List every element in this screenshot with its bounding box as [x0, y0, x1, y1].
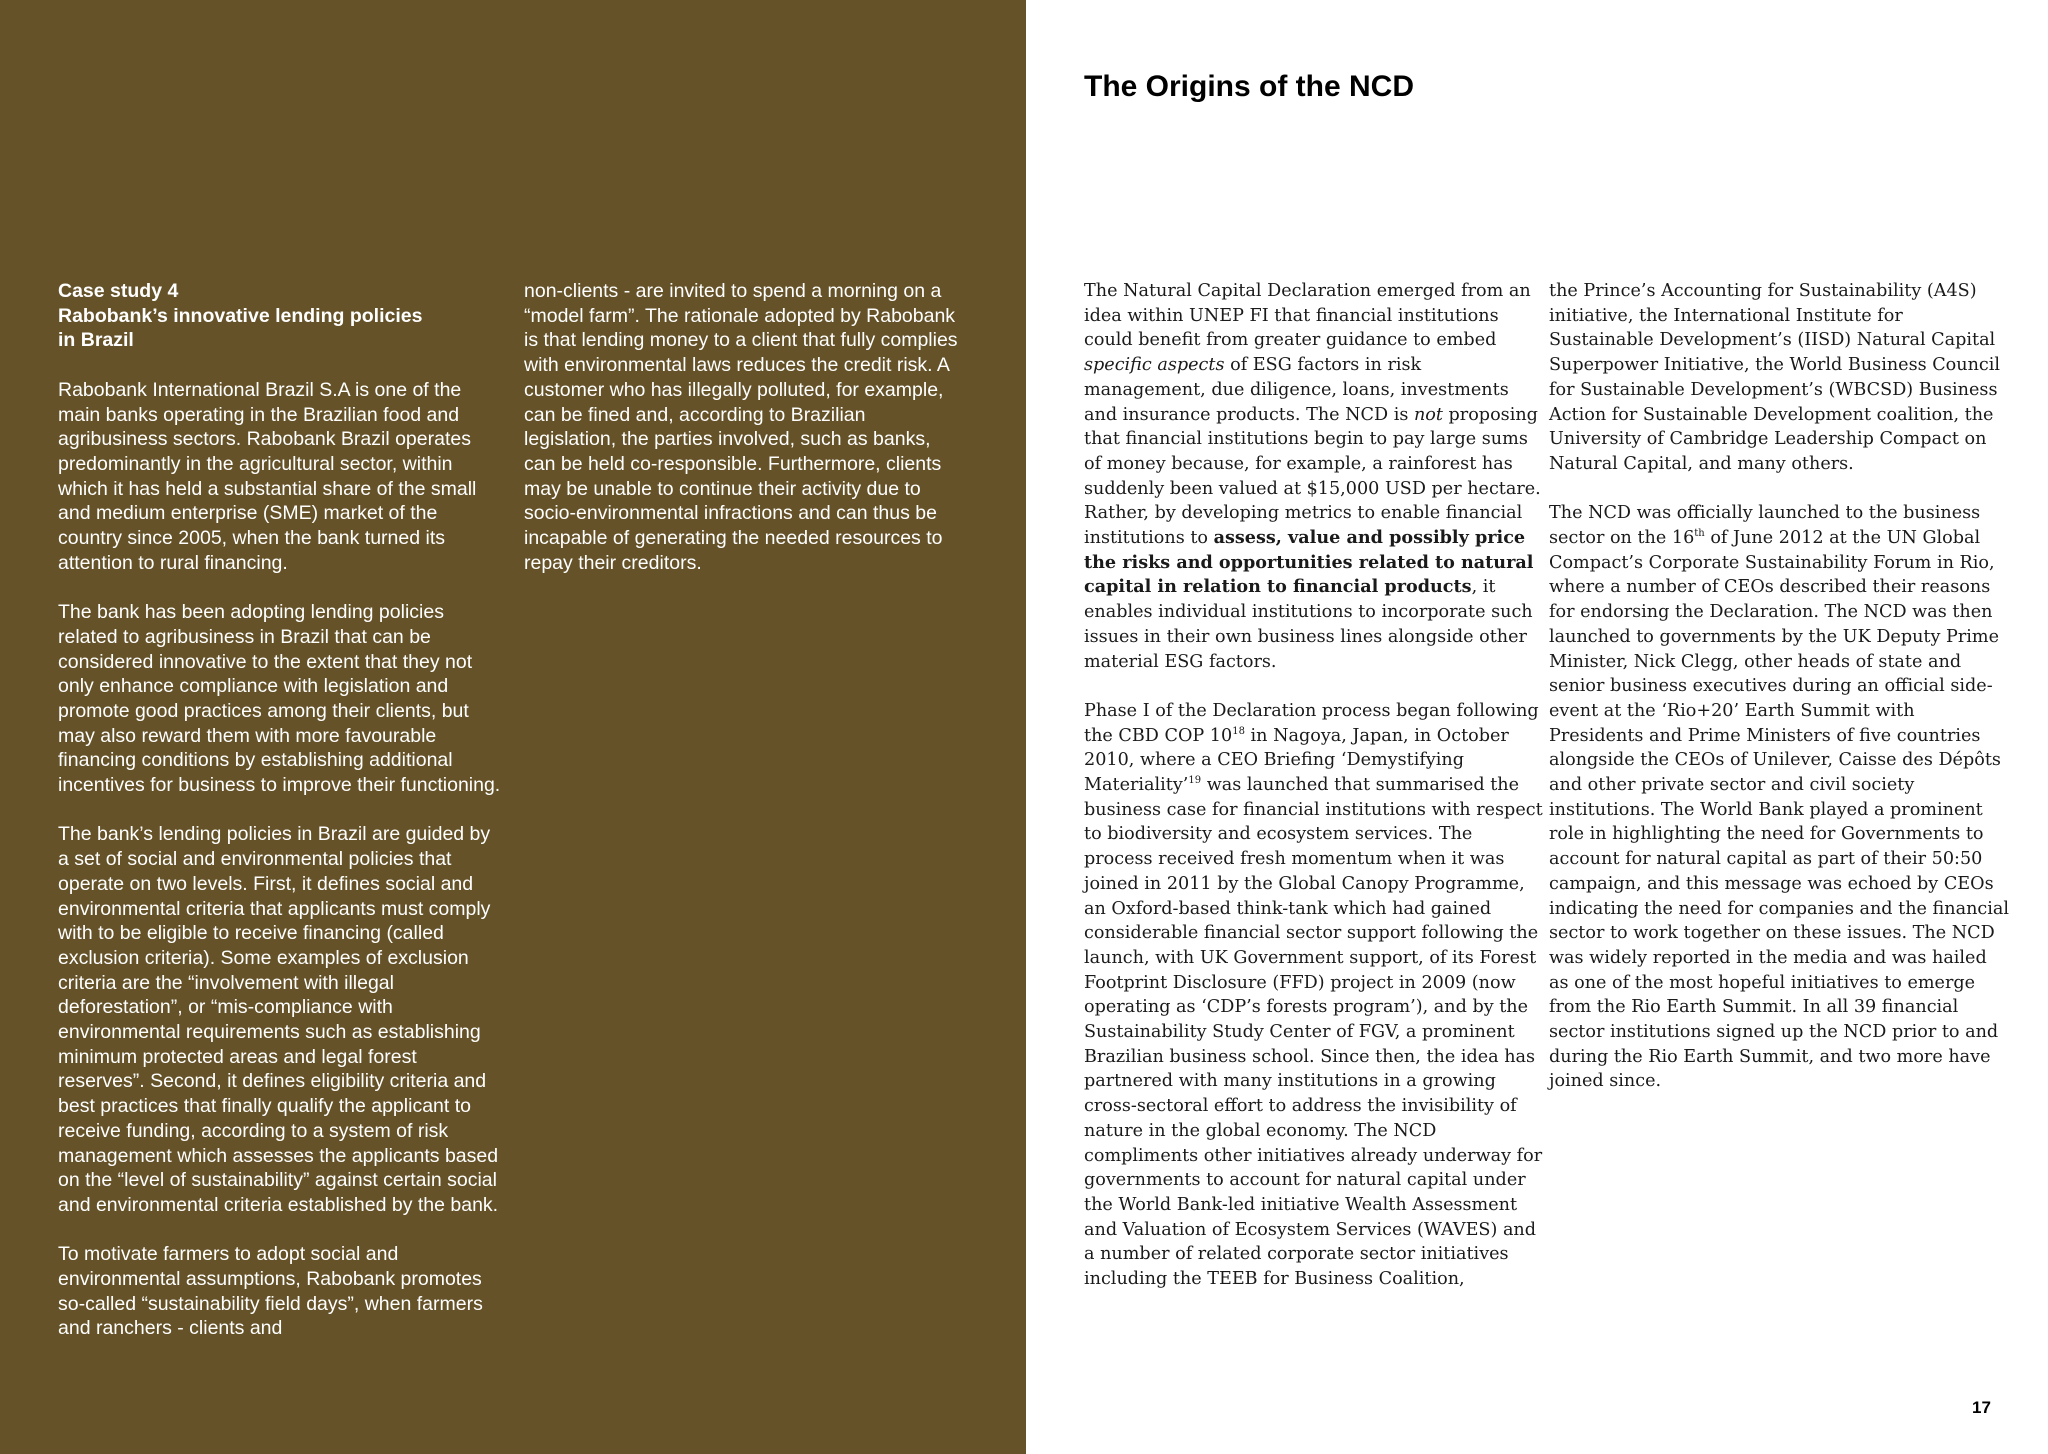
- case-study-paragraph: The bank’s lending policies in Brazil are guided by a set of social and environmental policies that operate on two levels. First, it defines social and environmental criteria that applicants must comply with to be eligible to receive financing (called exclusion criteria). Some examples of exclusion criteria are the “involvement with illegal deforestation”, or “mis-compliance with environmental requirements such as establishing minimum protected areas and legal forest reserves”. Second, it defines eligibility criteria and best practices that finally qualify the applicant to receive funding, according to a system of risk management which assesses the applicants based on the “level of sustainability” against certain social and environmental criteria established by the bank.: [58, 823, 499, 1216]
- case-study-paragraph: Rabobank International Brazil S.A is one of the main banks operating in the Brazilian food and agribusiness sectors. Rabobank Brazil operates predominantly in the agricultural sector, within which it has held a substantial share of the small and medium enterprise (SME) market of the country since 2005, when the bank turned its attention to rural financing.: [58, 378, 477, 574]
- text-run: of June 2012 at the UN Global Compact’s Corporate Sustainability Forum in Rio, where a number of CEOs described their reasons for endorsing the Declaration. The NCD was then launched to governments by the UK Deputy Prime Minister, Nick Clegg, other heads of state and senior business executives during an official side-event at the ‘Rio+20’ Earth Summit with Presidents and Prime Ministers of five countries alongside the CEOs of Unilever, Caisse des Dépôts and other private sector and civil society institutions. The World Bank played a prominent role in highlighting the need for Governments to account for natural capital as part of their 50:50 campaign, and this message was echoed by CEOs indicating the need for companies and the financial sector to work together on these issues. The NCD was widely reported in the media and was hailed as one of the most hopeful initiatives to emerge from the Rio Earth Summit. In all 39 financial sector institutions signed up the NCD prior to and during the Rio Earth Summit, and two more have joined since.: [1549, 528, 2010, 1092]
- body-paragraph: [1084, 699, 1546, 1292]
- ordinal-suffix: th: [1694, 528, 1705, 540]
- body-column-1: [1084, 279, 1546, 1317]
- body-paragraph: [1084, 279, 1546, 674]
- text-run: Phase I of the Declaration process began following the CBD COP 10: [1084, 700, 1539, 746]
- text-run: , it enables individual institutions to incorporate such issues in their own business lines alongside other material ESG factors.: [1084, 577, 1533, 672]
- footnote-ref: 19: [1188, 775, 1202, 787]
- text-run: of ESG factors in risk management, due diligence, loans, investments and insurance products. The NCD is: [1084, 355, 1509, 425]
- case-study-column-2: [524, 279, 960, 600]
- italic-text: not: [1413, 404, 1443, 425]
- case-study-column-1: [58, 279, 506, 1366]
- text-run: The NCD was officially launched to the business sector on the 16: [1549, 503, 1981, 549]
- case-study-paragraph: The bank has been adopting lending policies related to agribusiness in Brazil that can be considered innovative to the extent that they not only enhance compliance with legislation and promote good practices among their clients, but may also reward them with more favourable financing conditions by establishing additional incentives for business to improve their functioning.: [58, 601, 501, 797]
- case-study-title-line-2: in Brazil: [58, 329, 134, 352]
- text-run: The Natural Capital Declaration emerged from an idea within UNEP FI that financial institutions could benefit from greater guidance to embed: [1084, 281, 1531, 351]
- text-run: proposing that financial institutions begin to pay large sums of money because, for example, a rainforest has suddenly been valued at $15,000 USD per hectare. Rather, by developing metrics to enable financial institutions to: [1084, 404, 1541, 549]
- text-run: in Nagoya, Japan, in October 2010, where a CEO Briefing ‘Demystifying Materiality’: [1084, 725, 1509, 796]
- body-column-2: [1549, 279, 2011, 1119]
- text-run: was launched that summarised the business case for financial institutions with respect to biodiversity and ecosystem services. The process received fresh momentum when it was joined in 2011 by the Global Canopy Programme, an Oxford-based think-tank which had gained considerable financial sector support following the launch, with UK Government support, of its Forest Footprint Disclosure (FFD) project in 2009 (now operating as ‘CDP’s forests program’), and by the Sustainability Study Center of FGV, a prominent Brazilian business school. Since then, the idea has partnered with many institutions in a growing cross-sectoral effort to address the invisibility of nature in the global economy. The NCD compliments other initiatives already underway for governments to account for natural capital under the World Bank-led initiative Wealth Assessment and Valuation of Ecosystem Services (WAVES) and a number of related corporate sector initiatives including the TEEB for Business Coalition,: [1084, 775, 1543, 1290]
- page-title: The Origins of the NCD: [1084, 70, 1414, 103]
- italic-text: specific aspects: [1084, 355, 1225, 376]
- page-number: 17: [1972, 1398, 1991, 1417]
- body-paragraph: [1549, 501, 2011, 1094]
- case-study-title-line-1: Rabobank’s innovative lending policies: [58, 304, 423, 327]
- case-study-paragraph: To motivate farmers to adopt social and environmental assumptions, Rabobank promotes so-called “sustainability field days”, when farmers and ranchers - clients and: [58, 1243, 483, 1340]
- footnote-ref: 18: [1232, 725, 1245, 737]
- case-study-continuation: non-clients - are invited to spend a morning on a “model farm”. The rationale adopted by Rabobank is that lending money to a client that fully complies with environmental laws reduces the credit risk. A customer who has illegally polluted, for example, can be fined and, according to Brazilian legislation, the parties involved, such as banks, can be held co-responsible. Furthermore, clients may be unable to continue their activity due to socio-environmental infractions and can thus be incapable of generating the needed resources to repay their creditors.: [524, 280, 958, 574]
- case-study-title: [58, 279, 506, 353]
- body-paragraph: the Prince’s Accounting for Sustainability (A4S) initiative, the International Institute for Sustainable Development’s (IISD) Natural Capital Superpower Initiative, the World Business Council for Sustainable Development’s (WBCSD) Business Action for Sustainable Development coalition, the University of Cambridge Leadership Compact on Natural Capital, and many others.: [1549, 281, 2001, 474]
- bold-text: assess, value and possibly price the risks and opportunities related to natural capital in relation to financial products: [1084, 527, 1534, 598]
- case-study-label: Case study 4: [58, 280, 179, 302]
